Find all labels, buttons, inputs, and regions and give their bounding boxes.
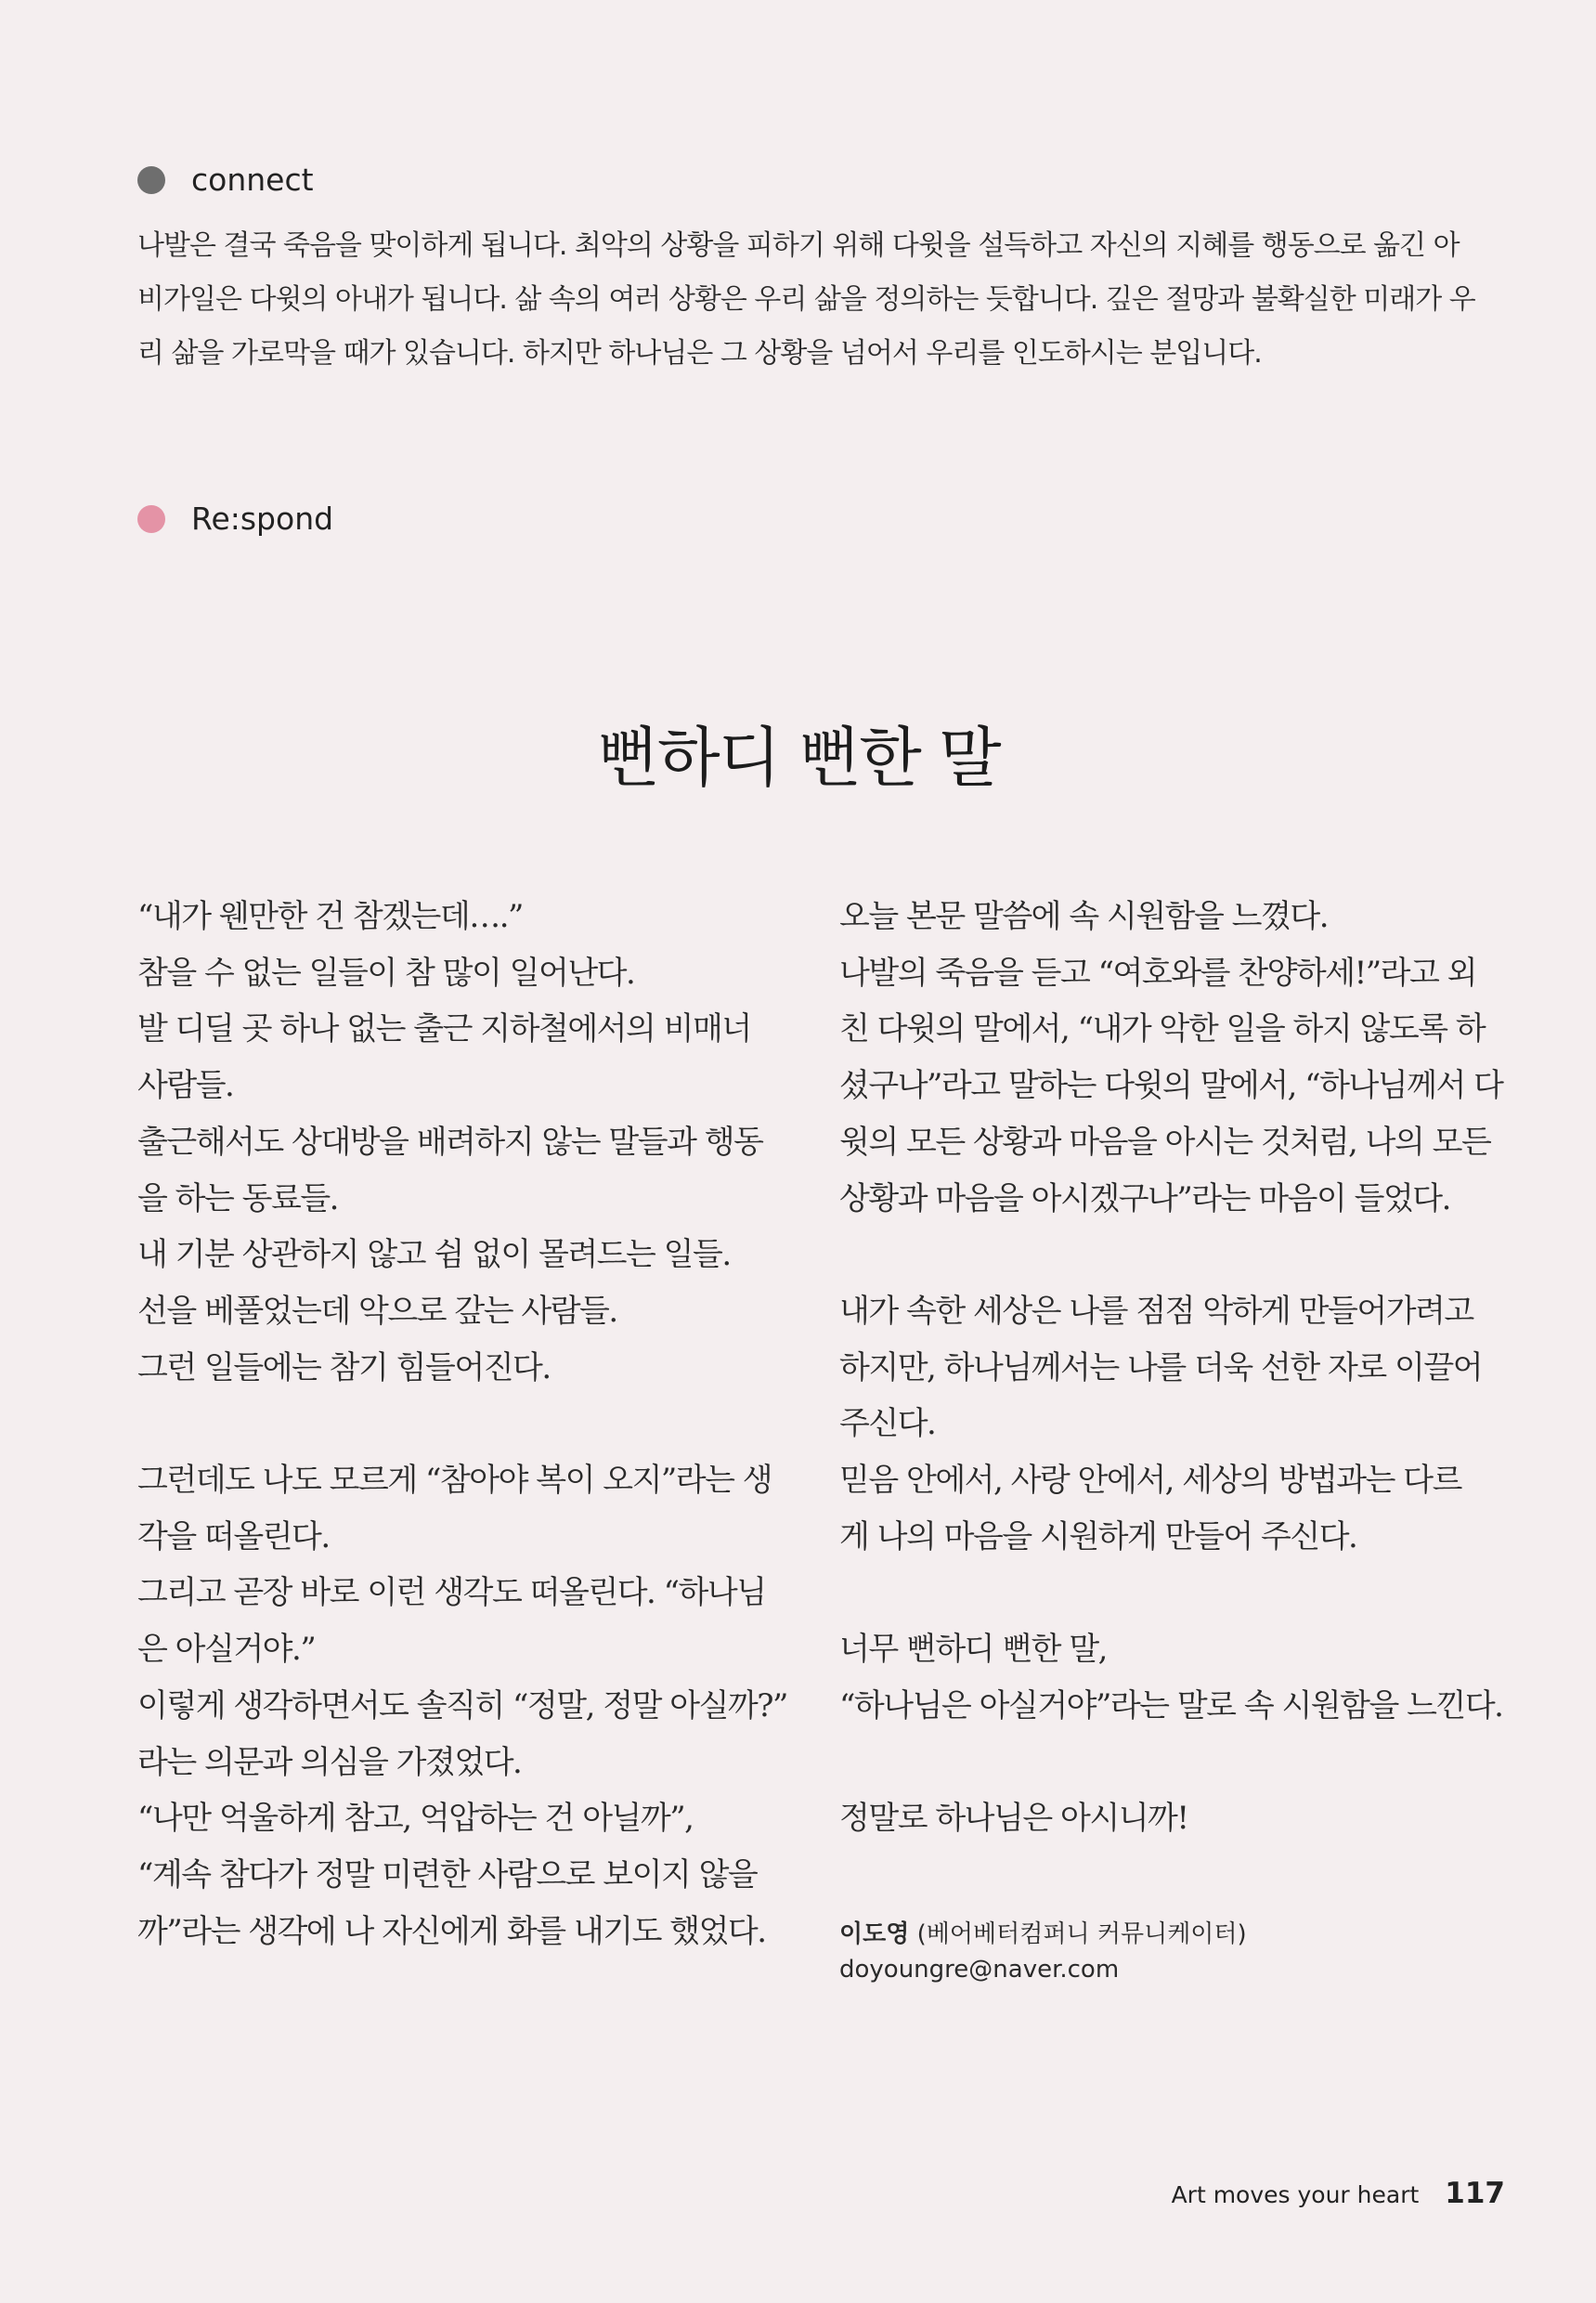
- connect-heading: [137, 162, 314, 198]
- text-line: 윗의 모든 상황과 마음을 아시는 것처럼, 나의 모든: [839, 1123, 1491, 1161]
- text-line: 내 기분 상관하지 않고 쉼 없이 몰려드는 일들.: [137, 1236, 731, 1274]
- text-line: 그런데도 나도 모르게 “참아야 복이 오지”라는 생: [137, 1462, 772, 1500]
- author-email: doyoungre@naver.com: [839, 1956, 1120, 1984]
- text-line: [839, 1735, 1508, 1791]
- respond-bullet-icon: [137, 505, 165, 533]
- respond-heading-label: Re:spond: [191, 501, 334, 537]
- text-line: [137, 1396, 806, 1452]
- text-line: “하나님은 아실거야”라는 말로 속 시원함을 느낀다.: [839, 1686, 1503, 1724]
- text-line: 상황과 마음을 아시겠구나”라는 마음이 들었다.: [839, 1179, 1450, 1217]
- text-line: 선을 베풀었는데 악으로 갚는 사람들.: [137, 1292, 617, 1330]
- text-line: “내가 웬만한 건 참겠는데….”: [137, 898, 523, 935]
- text-line: 믿음 안에서, 사랑 안에서, 세상의 방법과는 다르: [839, 1462, 1461, 1500]
- text-line: 을 하는 동료들.: [137, 1179, 338, 1217]
- text-line: 주신다.: [839, 1405, 936, 1443]
- author-name: 이도영: [839, 1920, 910, 1948]
- text-line: 참을 수 없는 일들이 참 많이 일어난다.: [137, 954, 635, 992]
- text-line: 라는 의문과 의심을 가졌었다.: [137, 1743, 522, 1781]
- connect-heading-label: connect: [191, 162, 314, 198]
- text-line: 셨구나”라고 말하는 다윗의 말에서, “하나님께서 다: [839, 1067, 1503, 1105]
- text-line: 너무 뻔하디 뻔한 말,: [839, 1631, 1107, 1669]
- text-line: 하지만, 하나님께서는 나를 더욱 선한 자로 이끌어: [839, 1348, 1483, 1386]
- text-line: 그런 일들에는 참기 힘들어진다.: [137, 1348, 551, 1386]
- text-line: 발 디딜 곳 하나 없는 출근 지하철에서의 비매너: [137, 1010, 751, 1048]
- article-left-column: [137, 889, 806, 1959]
- article-title: 뻔하디 뻔한 말: [596, 720, 1000, 796]
- article-right-column: [839, 889, 1508, 1847]
- text-line: 각을 떠올린다.: [137, 1517, 330, 1555]
- text-line: “계속 참다가 정말 미련한 사람으로 보이지 않을: [137, 1855, 758, 1893]
- text-line: 사람들.: [137, 1067, 234, 1105]
- text-line: [839, 1565, 1508, 1621]
- text-line: 이렇게 생각하면서도 솔직히 “정말, 정말 아실까?”: [137, 1686, 787, 1724]
- author-affiliation: (베어베터컴퍼니 커뮤니케이터): [916, 1920, 1247, 1948]
- page-number: 117: [1445, 2177, 1505, 2210]
- text-line: [839, 1227, 1508, 1283]
- respond-heading: [137, 501, 333, 537]
- text-line: 그리고 곧장 바로 이런 생각도 떠올린다. “하나님: [137, 1574, 766, 1612]
- text-line: 나발의 죽음을 듣고 “여호와를 찬양하세!”라고 외: [839, 954, 1476, 992]
- text-line: 까”라는 생각에 나 자신에게 화를 내기도 했었다.: [137, 1912, 766, 1950]
- connect-paragraph: [137, 219, 1493, 381]
- text-line: 나발은 결국 죽음을 맞이하게 됩니다. 최악의 상황을 피하기 위해 다윗을 설득하고 자신의 지혜를 행동으로 옮긴 아: [137, 229, 1460, 262]
- text-line: 정말로 하나님은 아시니까!: [839, 1800, 1188, 1838]
- connect-bullet-icon: [137, 166, 165, 194]
- text-line: 게 나의 마음을 시원하게 만들어 주신다.: [839, 1517, 1357, 1555]
- text-line: 친 다윗의 말에서, “내가 악한 일을 하지 않도록 하: [839, 1010, 1486, 1048]
- text-line: 비가일은 다윗의 아내가 됩니다. 삶 속의 여러 상황은 우리 삶을 정의하는 듯합니다. 깊은 절망과 불확실한 미래가 우: [137, 283, 1475, 316]
- author-block: [839, 1917, 1247, 1987]
- text-line: 은 아실거야.”: [137, 1631, 316, 1669]
- text-line: 출근해서도 상대방을 배려하지 않는 말들과 행동: [137, 1123, 763, 1161]
- text-line: “나만 억울하게 참고, 억압하는 건 아닐까”,: [137, 1800, 694, 1838]
- footer-tagline: Art moves your heart: [1171, 2181, 1420, 2208]
- text-line: 오늘 본문 말씀에 속 시원함을 느꼈다.: [839, 898, 1329, 935]
- text-line: 리 삶을 가로막을 때가 있습니다. 하지만 하나님은 그 상황을 넘어서 우리를 인도하시는 분입니다.: [137, 337, 1262, 370]
- text-line: 내가 속한 세상은 나를 점점 악하게 만들어가려고: [839, 1292, 1473, 1330]
- page-footer: [1172, 2177, 1505, 2210]
